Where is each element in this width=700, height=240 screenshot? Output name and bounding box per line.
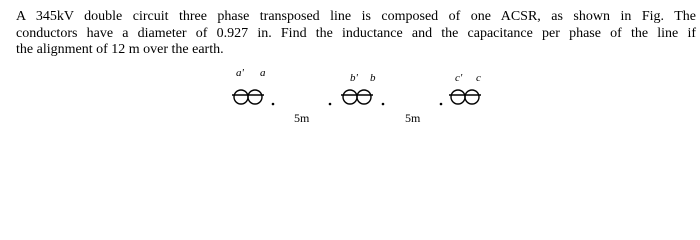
spacing-label-bc: 5m xyxy=(405,111,421,125)
conductor-b-prime xyxy=(343,90,357,104)
conductor-c-prime xyxy=(451,90,465,104)
dimension-dot xyxy=(272,103,275,106)
conductor-pair-a xyxy=(232,90,264,104)
conductor-pair-c xyxy=(449,90,481,104)
conductor-a-prime xyxy=(234,90,248,104)
dimension-dot xyxy=(329,103,332,106)
problem-line-3: the alignment of 12 m over the earth. xyxy=(16,42,224,57)
problem-line-2: conductors have a diameter of 0.927 in. Find the inductance and the capacitance per phase of the line if xyxy=(16,25,696,41)
conductor-a xyxy=(248,90,262,104)
spacing-label-ab: 5m xyxy=(294,111,310,125)
label-c-prime: c' xyxy=(455,72,463,84)
conductor-b xyxy=(357,90,371,104)
label-c: c xyxy=(476,72,481,84)
conductor-c xyxy=(465,90,479,104)
label-b: b xyxy=(370,72,376,84)
label-a: a xyxy=(260,67,266,79)
label-b-prime: b' xyxy=(350,72,358,84)
problem-line-1: A 345kV double circuit three phase transposed line is composed of one ACSR, as shown in Fig. The xyxy=(16,9,696,24)
label-a-prime: a' xyxy=(236,67,244,79)
dimension-dot xyxy=(440,103,443,106)
dimension-dot xyxy=(382,103,385,106)
conductor-pair-b xyxy=(341,90,373,104)
